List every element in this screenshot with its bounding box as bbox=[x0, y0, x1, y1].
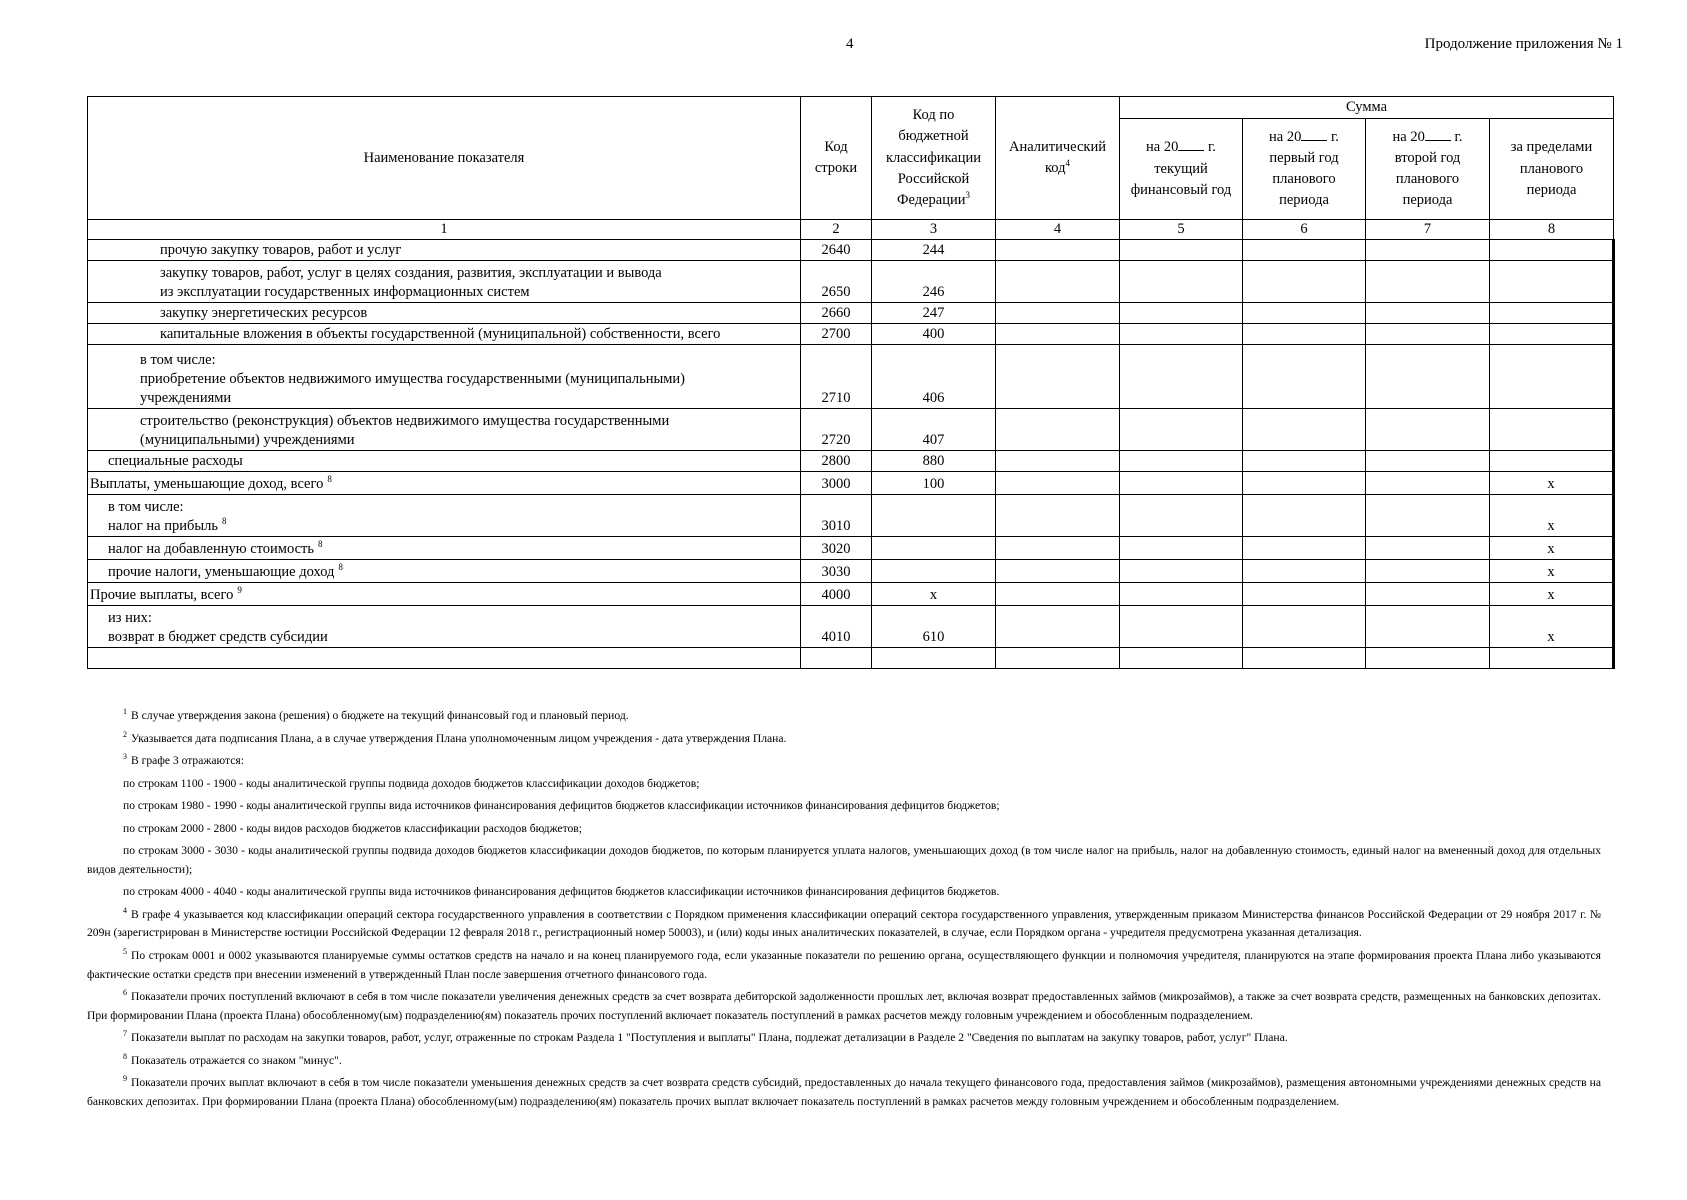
sum-cell[interactable] bbox=[1366, 260, 1490, 302]
empty-cell[interactable] bbox=[1366, 647, 1490, 668]
sum-cell[interactable] bbox=[1243, 302, 1366, 323]
kbk-code: 400 bbox=[872, 323, 996, 344]
row-code: 4010 bbox=[801, 605, 872, 647]
table-row bbox=[88, 450, 1614, 471]
beyond-period-cell[interactable] bbox=[1490, 302, 1614, 323]
footnote: по строкам 2000 - 2800 - коды видов расходов бюджетов классификации расходов бюджетов; bbox=[123, 821, 582, 835]
indicator-name: закупку энергетических ресурсов bbox=[88, 302, 801, 323]
analytic-code-cell[interactable] bbox=[996, 559, 1120, 582]
table-row bbox=[88, 559, 1614, 582]
sum-cell[interactable] bbox=[1120, 605, 1243, 647]
sum-cell[interactable] bbox=[1243, 494, 1366, 536]
sum-cell[interactable] bbox=[1120, 582, 1243, 605]
footnote: $^5$ По строкам 0001 и 0002 указываются планируемые суммы остатков средств на начало и на конец планируемого года, если указанные показатели по решению органа, осуществляющего функции и полномочия учредителя, планируются на этапе формирования проекта Плана либо указываются фактические остатки средств при внесении изменений в утвержденный План после завершения отчетного финансового года. bbox=[87, 947, 1601, 981]
analytic-code-cell[interactable] bbox=[996, 450, 1120, 471]
indicator-name: в том числе: налог на прибыль $^8$ bbox=[88, 494, 801, 536]
kbk-code: 880 bbox=[872, 450, 996, 471]
sum-cell[interactable] bbox=[1120, 302, 1243, 323]
column-number: 2 bbox=[801, 220, 872, 240]
header-sum: Сумма bbox=[1120, 97, 1614, 119]
sum-cell[interactable] bbox=[1120, 260, 1243, 302]
sum-cell[interactable] bbox=[1243, 450, 1366, 471]
sum-cell[interactable] bbox=[1120, 494, 1243, 536]
row-code: 2650 bbox=[801, 260, 872, 302]
sum-cell[interactable] bbox=[1366, 536, 1490, 559]
sum-cell[interactable] bbox=[1243, 408, 1366, 450]
header-year-first: на 20 г. первый год планового периода bbox=[1243, 119, 1366, 220]
footnote: $^3$ В графе 3 отражаются: bbox=[123, 752, 244, 768]
indicator-name: в том числе: приобретение объектов недвижимого имущества государственными (муниципальными) учреждениями bbox=[88, 344, 801, 408]
kbk-code: 246 bbox=[872, 260, 996, 302]
kbk-code bbox=[872, 536, 996, 559]
sum-cell[interactable] bbox=[1120, 323, 1243, 344]
empty-cell[interactable] bbox=[872, 647, 996, 668]
footnote: по строкам 1100 - 1900 - коды аналитической группы подвида доходов бюджетов классификации доходов бюджетов; bbox=[123, 776, 700, 790]
empty-cell[interactable] bbox=[88, 647, 801, 668]
table-row bbox=[88, 239, 1614, 260]
beyond-period-cell[interactable] bbox=[1490, 260, 1614, 302]
header-beyond-period: за пределами планового периода bbox=[1490, 119, 1614, 220]
kbk-code: 247 bbox=[872, 302, 996, 323]
indicator-name: прочую закупку товаров, работ и услуг bbox=[88, 239, 801, 260]
row-code: 2640 bbox=[801, 239, 872, 260]
sum-cell[interactable] bbox=[1120, 408, 1243, 450]
kbk-code bbox=[872, 559, 996, 582]
table-row bbox=[88, 605, 1614, 647]
footnote: $^8$ Показатель отражается со знаком "минус". bbox=[123, 1051, 342, 1067]
table-row-empty bbox=[88, 647, 1614, 668]
table-row bbox=[88, 471, 1614, 494]
column-number: 1 bbox=[88, 220, 801, 240]
sum-cell[interactable] bbox=[1120, 536, 1243, 559]
sum-cell[interactable] bbox=[1366, 494, 1490, 536]
row-code: 2720 bbox=[801, 408, 872, 450]
sum-cell[interactable] bbox=[1366, 344, 1490, 408]
indicator-name: Выплаты, уменьшающие доход, всего $^8$ bbox=[88, 471, 801, 494]
footnote: $^9$ Показатели прочих выплат включают в себя в том числе показатели уменьшения денежных средств за счет возврата средств субсидий, предоставленных до начала текущего финансового года, предоставления займов (микрозаймов), размещения автономными учреждениями денежных средств на банковских депозитах. При формировании Плана (проекта Плана) обособленному(ым) подразделению(ям) показатель прочих выплат включает показатель поступлений в рамках расчетов между головным учреждением и обособленным подразделением. bbox=[87, 1074, 1601, 1108]
kbk-code bbox=[872, 494, 996, 536]
analytic-code-cell[interactable] bbox=[996, 536, 1120, 559]
table-row bbox=[88, 260, 1614, 302]
beyond-period-cell[interactable]: x bbox=[1490, 536, 1614, 559]
kbk-code: 407 bbox=[872, 408, 996, 450]
beyond-period-cell[interactable]: x bbox=[1490, 471, 1614, 494]
sum-cell[interactable] bbox=[1243, 323, 1366, 344]
beyond-period-cell[interactable] bbox=[1490, 408, 1614, 450]
page-number: 4 bbox=[846, 36, 854, 52]
column-numbers-row bbox=[88, 220, 1614, 240]
column-number: 3 bbox=[872, 220, 996, 240]
analytic-code-cell[interactable] bbox=[996, 582, 1120, 605]
sum-cell[interactable] bbox=[1120, 450, 1243, 471]
indicator-name: специальные расходы bbox=[88, 450, 801, 471]
empty-cell[interactable] bbox=[1490, 647, 1614, 668]
beyond-period-cell[interactable] bbox=[1490, 344, 1614, 408]
beyond-period-cell[interactable]: x bbox=[1490, 582, 1614, 605]
sum-cell[interactable] bbox=[1120, 344, 1243, 408]
indicator-name: Прочие выплаты, всего $^9$ bbox=[88, 582, 801, 605]
column-number: 7 bbox=[1366, 220, 1490, 240]
sum-cell[interactable] bbox=[1366, 302, 1490, 323]
analytic-code-cell[interactable] bbox=[996, 302, 1120, 323]
indicator-name: закупку товаров, работ, услуг в целях создания, развития, эксплуатации и вывода из эксплуатации государственных информационных систем bbox=[88, 260, 801, 302]
sum-cell[interactable] bbox=[1366, 408, 1490, 450]
row-code: 2700 bbox=[801, 323, 872, 344]
sum-cell[interactable] bbox=[1366, 450, 1490, 471]
kbk-code: 610 bbox=[872, 605, 996, 647]
sum-cell[interactable] bbox=[1366, 582, 1490, 605]
analytic-code-cell[interactable] bbox=[996, 344, 1120, 408]
sum-cell[interactable] bbox=[1243, 605, 1366, 647]
page-header bbox=[0, 36, 1687, 56]
sum-cell[interactable] bbox=[1243, 260, 1366, 302]
sum-cell[interactable] bbox=[1243, 471, 1366, 494]
row-code: 2660 bbox=[801, 302, 872, 323]
indicator-name: капитальные вложения в объекты государственной (муниципальной) собственности, всего bbox=[88, 323, 801, 344]
row-code: 4000 bbox=[801, 582, 872, 605]
empty-cell[interactable] bbox=[801, 647, 872, 668]
empty-cell[interactable] bbox=[1243, 647, 1366, 668]
footnote: по строкам 3000 - 3030 - коды аналитической группы подвида доходов бюджетов классификации доходов бюджетов, по которым планируется уплата налогов, уменьшающих доход (в том числе налог на прибыль, налог на добавленную стоимость, единый налог на вмененный доход для отдельных видов деятельности); bbox=[87, 844, 1601, 876]
plan-table-body bbox=[88, 220, 1614, 669]
beyond-period-cell[interactable]: x bbox=[1490, 559, 1614, 582]
empty-cell[interactable] bbox=[1120, 647, 1243, 668]
footnote: $^6$ Показатели прочих поступлений включают в себя в том числе показатели увеличения денежных средств за счет возврата дебиторской задолженности прошлых лет, включая возврат предоставленных займов (микрозаймов), а также за счет возврата средств, размещенных на банковских депозитах. При формировании Плана (проекта Плана) обособленному(ым) подразделению(ям) показатель прочих поступлений включает показатель поступлений в рамках расчетов между головным учреждением и обособленным подразделением. bbox=[87, 988, 1601, 1022]
plan-table bbox=[87, 96, 1615, 669]
table-row bbox=[88, 494, 1614, 536]
row-code: 2710 bbox=[801, 344, 872, 408]
analytic-code-cell[interactable] bbox=[996, 605, 1120, 647]
sum-cell[interactable] bbox=[1366, 239, 1490, 260]
kbk-code: 244 bbox=[872, 239, 996, 260]
table-row bbox=[88, 344, 1614, 408]
indicator-name: налог на добавленную стоимость $^8$ bbox=[88, 536, 801, 559]
beyond-period-cell[interactable] bbox=[1490, 323, 1614, 344]
analytic-code-cell[interactable] bbox=[996, 408, 1120, 450]
table-row bbox=[88, 408, 1614, 450]
header-analytic-code: Аналитический код$^4$ bbox=[996, 97, 1120, 220]
sum-cell[interactable] bbox=[1366, 323, 1490, 344]
analytic-code-cell[interactable] bbox=[996, 494, 1120, 536]
row-code: 3030 bbox=[801, 559, 872, 582]
appendix-continuation: Продолжение приложения № 1 bbox=[1424, 36, 1623, 52]
analytic-code-cell[interactable] bbox=[996, 260, 1120, 302]
row-code: 3000 bbox=[801, 471, 872, 494]
table-row bbox=[88, 323, 1614, 344]
row-code: 3020 bbox=[801, 536, 872, 559]
indicator-name: прочие налоги, уменьшающие доход $^8$ bbox=[88, 559, 801, 582]
footnote: по строкам 4000 - 4040 - коды аналитической группы вида источников финансирования дефицитов бюджетов классификации источников финансирования дефицитов бюджетов. bbox=[123, 885, 1000, 899]
indicator-name: строительство (реконструкция) объектов недвижимого имущества государственными (муниципальными) учреждениями bbox=[88, 408, 801, 450]
beyond-period-cell[interactable]: x bbox=[1490, 494, 1614, 536]
footnote: $^2$ Указывается дата подписания Плана, а в случае утверждения Плана уполномоченным лицом учреждения - дата утверждения Плана. bbox=[123, 729, 787, 745]
empty-cell[interactable] bbox=[996, 647, 1120, 668]
header-row-code: Код строки bbox=[801, 97, 872, 220]
kbk-code: 406 bbox=[872, 344, 996, 408]
header-name: Наименование показателя bbox=[88, 97, 801, 220]
analytic-code-cell[interactable] bbox=[996, 239, 1120, 260]
column-number: 5 bbox=[1120, 220, 1243, 240]
sum-cell[interactable] bbox=[1243, 536, 1366, 559]
footnote: $^1$ В случае утверждения закона (решения) о бюджете на текущий финансовый год и плановый период. bbox=[123, 707, 629, 722]
sum-cell[interactable] bbox=[1243, 559, 1366, 582]
beyond-period-cell[interactable]: x bbox=[1490, 605, 1614, 647]
sum-cell[interactable] bbox=[1120, 559, 1243, 582]
footnotes bbox=[87, 707, 1601, 1115]
column-number: 6 bbox=[1243, 220, 1366, 240]
sum-cell[interactable] bbox=[1243, 239, 1366, 260]
sum-cell[interactable] bbox=[1120, 239, 1243, 260]
beyond-period-cell[interactable] bbox=[1490, 239, 1614, 260]
sum-cell[interactable] bbox=[1243, 344, 1366, 408]
header-year-second: на 20 г. второй год планового периода bbox=[1366, 119, 1490, 220]
row-code: 3010 bbox=[801, 494, 872, 536]
sum-cell[interactable] bbox=[1120, 471, 1243, 494]
beyond-period-cell[interactable] bbox=[1490, 450, 1614, 471]
table-row bbox=[88, 302, 1614, 323]
analytic-code-cell[interactable] bbox=[996, 471, 1120, 494]
sum-cell[interactable] bbox=[1366, 605, 1490, 647]
row-code: 2800 bbox=[801, 450, 872, 471]
sum-cell[interactable] bbox=[1366, 559, 1490, 582]
indicator-name: из них: возврат в бюджет средств субсидии bbox=[88, 605, 801, 647]
header-year-current: на 20 г. текущий финансовый год bbox=[1120, 119, 1243, 220]
header-kbk: Код по бюджетной классификации Российской Федерации$^3$ bbox=[872, 97, 996, 220]
analytic-code-cell[interactable] bbox=[996, 323, 1120, 344]
footnote: по строкам 1980 - 1990 - коды аналитической группы вида источников финансирования дефицитов бюджетов классификации источников финансирования дефицитов бюджетов; bbox=[123, 799, 1000, 813]
footnote: $^7$ Показатели выплат по расходам на закупки товаров, работ, услуг, отраженные по строкам Раздела 1 "Поступления и выплаты" Плана, подлежат детализации в Разделе 2 "Сведения по выплатам на закупку товаров, работ, услуг" Плана. bbox=[123, 1029, 1288, 1045]
kbk-code: x bbox=[872, 582, 996, 605]
sum-cell[interactable] bbox=[1243, 582, 1366, 605]
column-number: 4 bbox=[996, 220, 1120, 240]
footnote: $^4$ В графе 4 указывается код классификации операций сектора государственного управления в соответствии с Порядком применения классификации операций сектора государственного управления, утвержденным приказом Министерства финансов Российской Федерации от 29 ноября 2017 г. № 209н (зарегистрирован в Министерстве юстиции Российской Федерации 12 февраля 2018 г., регистрационный номер 50003), и (или) коды иных аналитических показателей, в случае, если Порядком органа - учредителя предусмотрена указанная детализация. bbox=[87, 906, 1601, 940]
table-row bbox=[88, 582, 1614, 605]
sum-cell[interactable] bbox=[1366, 471, 1490, 494]
column-number: 8 bbox=[1490, 220, 1614, 240]
kbk-code: 100 bbox=[872, 471, 996, 494]
table-row bbox=[88, 536, 1614, 559]
